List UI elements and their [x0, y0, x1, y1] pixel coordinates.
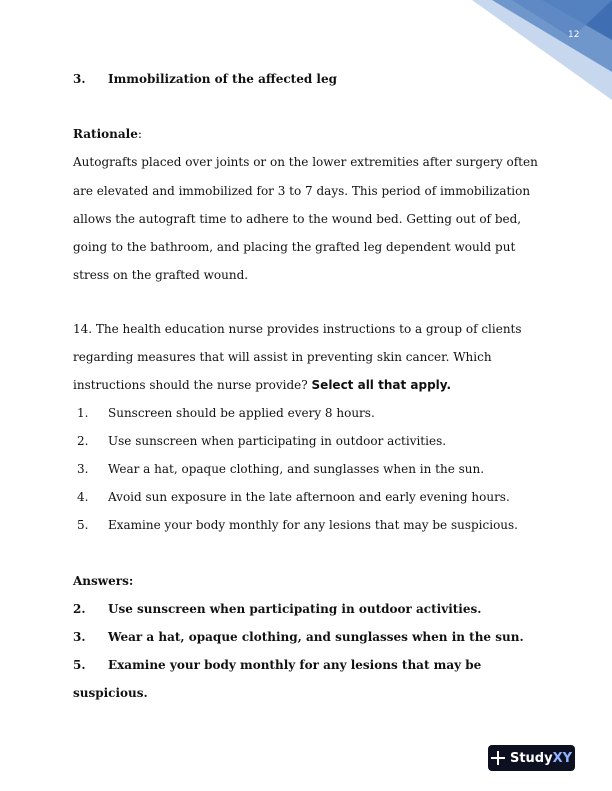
answer-text: Use sunscreen when participating in outdoor activities.: [108, 602, 482, 616]
rationale-line: going to the bathroom, and placing the grafted leg dependent would put: [73, 240, 516, 254]
brand-name-part2: XY: [552, 750, 573, 766]
rationale-line: allows the autograft time to adhere to the wound bed. Getting out of bed,: [73, 212, 522, 226]
answer-continuation: suspicious.: [73, 686, 148, 700]
item-text: Immobilization of the affected leg: [108, 72, 337, 86]
answer-text: Examine your body monthly for any lesions that may be: [108, 658, 482, 672]
answer-number: 5.: [73, 658, 86, 672]
answer-number: 2.: [73, 602, 86, 616]
question-line: 14. The health education nurse provides instructions to a group of clients: [73, 322, 522, 336]
rationale-heading: [73, 127, 142, 141]
option-text: Sunscreen should be applied every 8 hours.: [108, 406, 375, 420]
plus-icon: [491, 751, 505, 765]
option-number: 5.: [77, 518, 89, 532]
answers-label: Answers:: [73, 574, 134, 588]
page-number: 12: [568, 30, 580, 40]
option-text: Examine your body monthly for any lesions that may be suspicious.: [108, 518, 518, 532]
rationale-line: Autografts placed over joints or on the lower extremities after surgery often: [73, 155, 538, 169]
rationale-label: Rationale: [73, 127, 138, 141]
option-number: 4.: [77, 490, 89, 504]
option-number: 1.: [77, 406, 89, 420]
option-item: [0, 462, 612, 476]
option-item: [0, 518, 612, 532]
question-emphasis: Select all that apply.: [311, 378, 452, 392]
question-line: regarding measures that will assist in preventing skin cancer. Which: [73, 350, 492, 364]
rationale-line: stress on the grafted wound.: [73, 268, 249, 282]
option-number: 3.: [77, 462, 89, 476]
option-item: [0, 434, 612, 448]
option-text: Use sunscreen when participating in outdoor activities.: [108, 434, 447, 448]
rationale-colon: :: [137, 127, 142, 141]
page-corner-decoration: [472, 0, 612, 100]
item-number: 3.: [73, 72, 86, 86]
rationale-line: are elevated and immobilized for 3 to 7 days. This period of immobilization: [73, 184, 531, 198]
answer-text: Wear a hat, opaque clothing, and sunglasses when in the sun.: [108, 630, 524, 644]
option-text: Avoid sun exposure in the late afternoon and early evening hours.: [108, 490, 510, 504]
question-line: [73, 378, 451, 392]
brand-name-part1: Study: [509, 750, 553, 766]
option-item: [0, 406, 612, 420]
option-text: Wear a hat, opaque clothing, and sunglasses when in the sun.: [108, 462, 485, 476]
option-number: 2.: [77, 434, 89, 448]
option-item: [0, 490, 612, 504]
answer-number: 3.: [73, 630, 86, 644]
studyxy-logo: [488, 745, 575, 771]
question-text: instructions should the nurse provide?: [73, 378, 312, 392]
